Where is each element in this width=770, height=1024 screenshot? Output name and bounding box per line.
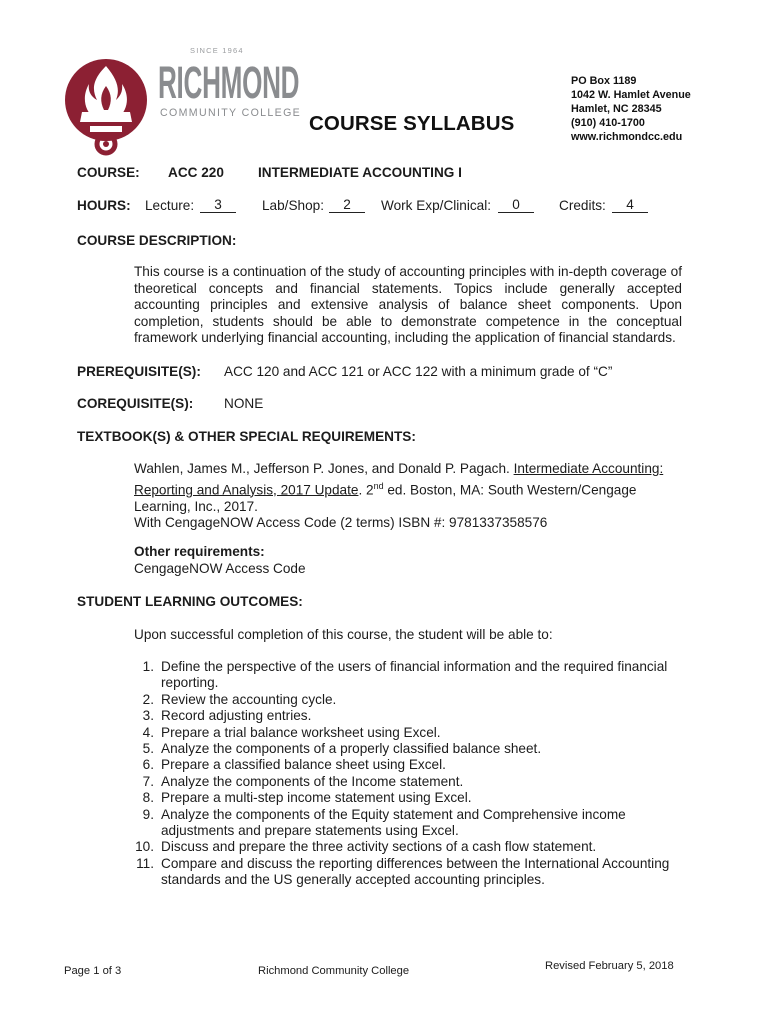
address-line: (910) 410-1700 (571, 117, 645, 129)
course-name: INTERMEDIATE ACCOUNTING I (258, 165, 462, 180)
citation-line (134, 461, 663, 478)
page-title: COURSE SYLLABUS (309, 112, 515, 135)
logo-since-text: SINCE 1964 (190, 46, 244, 55)
corequisite-label: COREQUISITE(S): (77, 396, 194, 411)
list-item: 2. Review the accounting cycle. (142, 691, 337, 707)
revised-date: Revised February 5, 2018 (545, 960, 674, 972)
prerequisite-label: PREREQUISITE(S): (77, 364, 201, 379)
address-line: 1042 W. Hamlet Avenue (571, 89, 691, 101)
citation-title-cont: Reporting and Analysis, 2017 Update (134, 482, 359, 498)
outcomes-list (134, 659, 682, 889)
textbook-citation (134, 461, 663, 532)
credits-value: 4 (612, 198, 648, 213)
work-exp-value: 0 (498, 198, 534, 213)
citation-title: Intermediate Accounting: (513, 461, 664, 476)
list-item: 5. Analyze the components of a properly classified balance sheet. (142, 741, 542, 757)
citation-edition-suffix: nd (373, 480, 384, 491)
list-item: 1. Define the perspective of the users of financial information and the required financial reporting. (142, 659, 668, 691)
lecture-label: Lecture: (145, 198, 195, 213)
list-item: 7. Analyze the components of the Income statement. (142, 773, 464, 789)
course-code: ACC 220 (168, 165, 224, 180)
other-requirements-value: CengageNOW Access Code (134, 561, 306, 576)
list-item: 10. Discuss and prepare the three activity sections of a cash flow statement. (135, 839, 597, 855)
logo-name: RICHMOND (158, 57, 300, 108)
outcomes-intro: Upon successful completion of this course, the student will be able to: (134, 627, 553, 642)
list-item: 3. Record adjusting entries. (142, 708, 312, 724)
prerequisite-value: ACC 120 and ACC 121 or ACC 122 with a minimum grade of “C” (224, 364, 613, 379)
citation-publisher-cont: Learning, Inc., 2017. (134, 498, 258, 514)
corequisite-value: NONE (224, 396, 264, 411)
list-item: 11. Compare and discuss the reporting differences between the International Accounting standards and the US generally accepted accounting principles. (136, 855, 670, 888)
course-description-heading: COURSE DESCRIPTION: (77, 233, 237, 248)
textbook-heading: TEXTBOOK(S) & OTHER SPECIAL REQUIREMENTS: (77, 429, 416, 444)
lecture-hours-value: 3 (200, 198, 236, 213)
list-item: 8. Prepare a multi-step income statement using Excel. (142, 790, 472, 806)
work-exp-label: Work Exp/Clinical: (381, 198, 492, 213)
citation-authors: Wahlen, James M., Jefferson P. Jones, and Donald P. Pagach. (134, 461, 514, 476)
citation-publisher: ed. Boston, MA: South Western/Cengage (383, 482, 637, 498)
citation-line (134, 478, 663, 499)
list-item: 6. Prepare a classified balance sheet using Excel. (142, 757, 446, 773)
course-description-text: This course is a continuation of the study of accounting principles with in-depth coverage of theoretical concepts and financial statements. Topics include generally accepted accounting principles and extensive analysis of balance sheet components. Upon completion, students should be able to demonstrate competence in the conceptual framework underlying financial accounting, including the application of financial standards. (134, 264, 682, 346)
lab-label: Lab/Shop: (262, 198, 324, 213)
college-address (571, 74, 691, 144)
address-website: www.richmondcc.edu (571, 131, 683, 143)
footer-college-name: Richmond Community College (258, 965, 410, 977)
address-line: PO Box 1189 (571, 75, 637, 87)
page-number: Page 1 of 3 (64, 965, 122, 977)
citation-edition: . 2 (358, 482, 374, 498)
address-line: Hamlet, NC 28345 (571, 103, 662, 115)
other-requirements-heading: Other requirements: (134, 544, 265, 559)
flame-emblem-icon (62, 46, 154, 158)
hours-label: HOURS: (77, 198, 131, 213)
lab-hours-value: 2 (329, 198, 365, 213)
course-label: COURSE: (77, 165, 140, 180)
list-item: 9. Analyze the components of the Equity statement and Comprehensive income adjustments and prepare statements using Excel. (142, 806, 626, 839)
access-code-line: With CengageNOW Access Code (2 terms) ISBN #: 9781337358576 (134, 515, 548, 531)
credits-label: Credits: (559, 198, 606, 213)
outcomes-heading: STUDENT LEARNING OUTCOMES: (77, 594, 303, 609)
logo-subtitle: COMMUNITY COLLEGE (160, 107, 302, 119)
list-item: 4. Prepare a trial balance worksheet using Excel. (142, 724, 441, 740)
